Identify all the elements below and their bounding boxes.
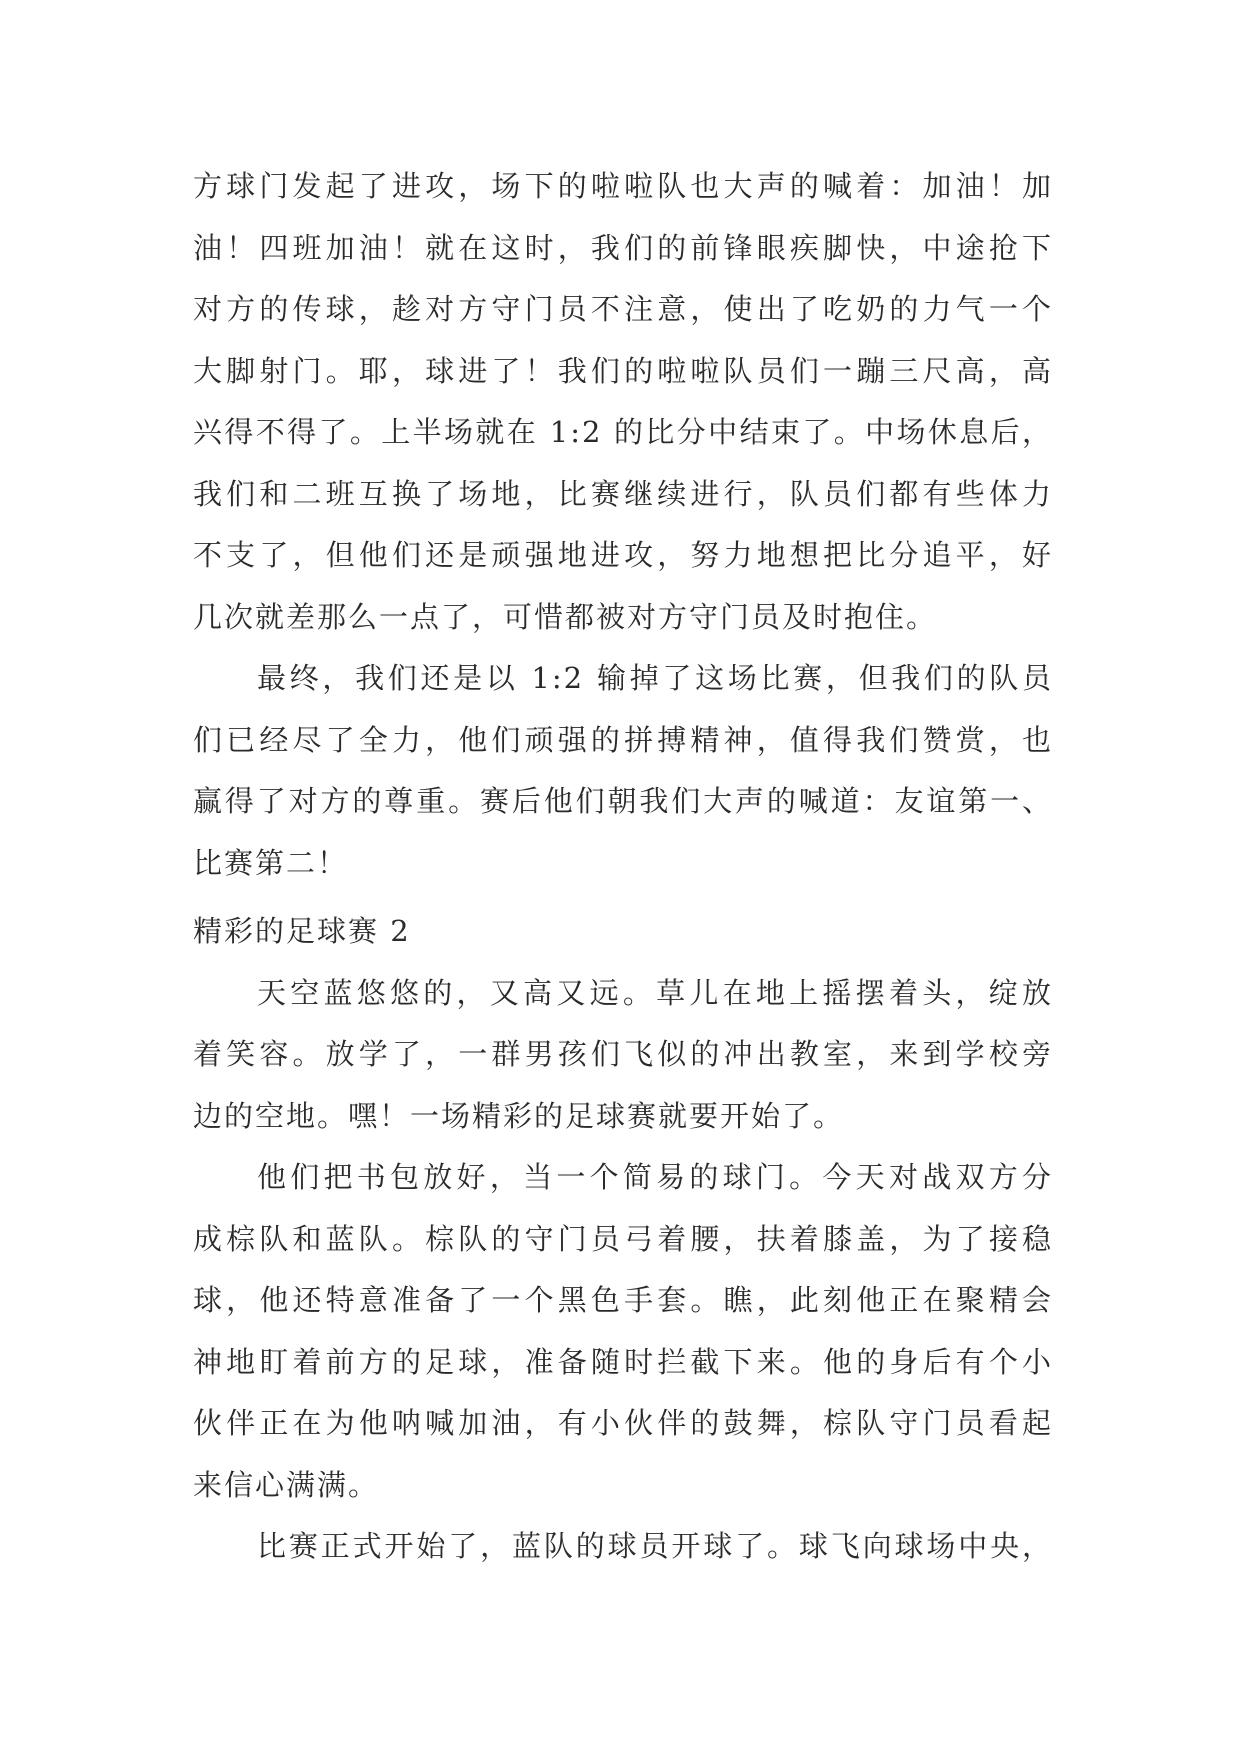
paragraph-line: 神地盯着前方的足球，准备随时拦截下来。他的身后有个小 [193, 1344, 1053, 1379]
paragraph-line: 我们和二班互换了场地，比赛继续进行，队员们都有些体力 [193, 476, 1053, 511]
section-heading: 精彩的足球赛 2 [193, 914, 411, 948]
article-section-2 [193, 901, 1053, 1578]
paragraph-line: 赢得了对方的尊重。赛后他们朝我们大声的喊道：友谊第一、 [193, 784, 1053, 818]
paragraph-line: 着笑容。放学了，一群男孩们飞似的冲出教室，来到学校旁 [193, 1037, 1053, 1071]
paragraph-line: 成棕队和蓝队。棕队的守门员弓着腰，扶着膝盖，为了接稳 [193, 1221, 1053, 1256]
paragraph-line: 兴得不得了。上半场就在 1:2 的比分中结束了。中场休息后， [193, 415, 1053, 449]
paragraph-line: 球，他还特意准备了一个黑色手套。瞧，此刻他正在聚精会 [193, 1283, 1053, 1317]
paragraph-line: 来信心满满。 [193, 1467, 380, 1502]
paragraph-line: 比赛第二！ [193, 845, 349, 880]
paragraph-line: 他们把书包放好，当一个简易的球门。今天对战双方分 [257, 1160, 1053, 1194]
paragraph-line: 大脚射门。耶，球进了！我们的啦啦队员们一蹦三尺高，高 [193, 353, 1053, 388]
paragraph-line: 天空蓝悠悠的，又高又远。草儿在地上摇摆着头，绽放 [257, 975, 1053, 1010]
paragraph-line: 方球门发起了进攻，场下的啦啦队也大声的喊着：加油！加 [193, 169, 1053, 203]
paragraph-line: 油！四班加油！就在这时，我们的前锋眼疾脚快，中途抢下 [193, 230, 1053, 265]
paragraph-line: 对方的传球，趁对方守门员不注意，使出了吃奶的力气一个 [193, 292, 1053, 326]
paragraph-line: 几次就差那么一点了，可惜都被对方守门员及时抱住。 [193, 599, 938, 634]
article-section-1 [193, 156, 1053, 894]
paragraph-line: 伙伴正在为他呐喊加油，有小伙伴的鼓舞，棕队守门员看起 [193, 1406, 1053, 1440]
paragraph-line: 们已经尽了全力，他们顽强的拼搏精神，值得我们赞赏，也 [193, 722, 1053, 757]
paragraph-line: 比赛正式开始了，蓝队的球员开球了。球飞向球场中央， [257, 1529, 1053, 1563]
paragraph-line: 边的空地。嘿！一场精彩的足球赛就要开始了。 [193, 1098, 845, 1133]
paragraph-line: 不支了，但他们还是顽强地进攻，努力地想把比分追平，好 [193, 538, 1053, 572]
paragraph-line: 最终，我们还是以 1:2 输掉了这场比赛，但我们的队员 [257, 661, 1053, 695]
